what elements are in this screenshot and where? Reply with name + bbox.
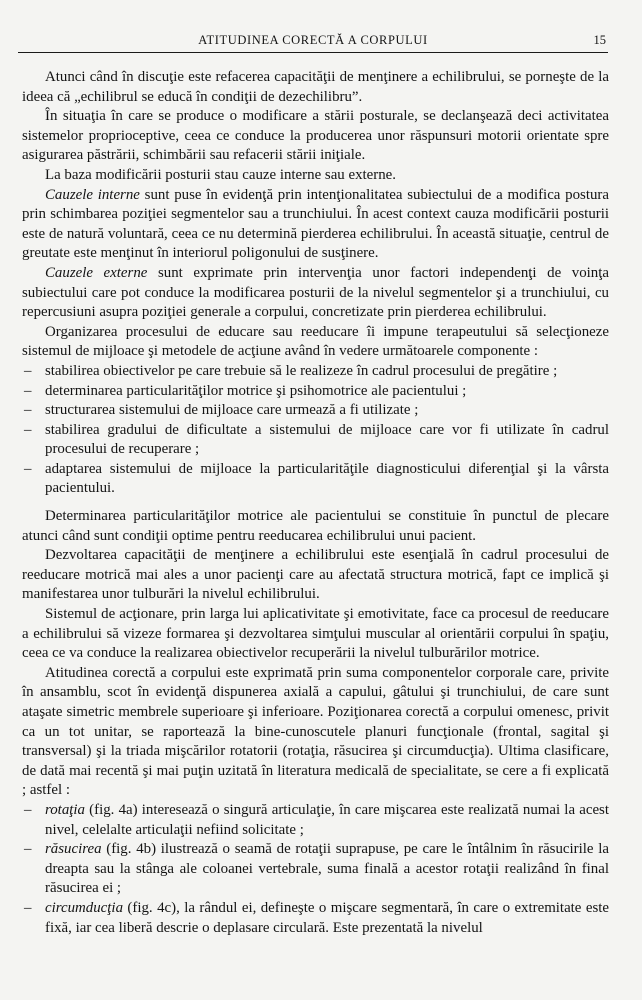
term-cauze-interne: Cauzele interne <box>45 186 140 203</box>
running-title: ATITUDINEA CORECTĂ A CORPULUI <box>198 33 428 47</box>
paragraph-cauze-externe: Cauzele externe sunt exprimate prin intervenţia unor factori independenţi de voinţa subiectului care pot conduce la modificarea posturii de la nivelul segmentelor şi a trunchiului, cu repercusiuni asupra poziţiei generale a corpului, concretizate prin pierderea echilibrului. <box>22 264 609 321</box>
paragraph-cauze-interne: Cauzele interne sunt puse în evidenţă prin intenţionalitatea subiectului de a modifica postura prin schimbarea poziţiei segmentelor sau a trunchiului. În acest context cauza modificării posturii este de natură voluntară, ceea ce nu determină pierderea echilibrului. În această situaţie, centrul de greutate este menţinut în interiorul poligonului de susţinere. <box>22 186 609 262</box>
list-item: – răsucirea (fig. 4b) ilustrează o seamă de rotaţii suprapuse, pe care le întâlnim în răsucirile la dreapta sau la stânga ale coloanei vertebrale, suma finală a acestor rotaţii realizând în final răsucirea ei ; <box>24 841 609 897</box>
paragraph-echilibru: Atunci când în discuţie este refacerea capacităţii de menţinere a echilibrului, se porneşte de la ideea că „echilibrul se educă în condiţii de dezechilibru”. <box>22 69 609 105</box>
term-cauze-externe: Cauzele externe <box>45 264 148 281</box>
list-item: – structurarea sistemului de mijloace care urmează a fi utilizate ; <box>24 402 419 419</box>
paragraph-atitudinea: Atitudinea corectă a corpului este exprimată prin suma componentelor corporale care, privite în ansamblu, scot în evidenţă dispunerea axială a capului, gâtului şi trunchiului, de care sunt ataşate simetric membrele superioare şi inferioare. Poziţionarea corectă a corpului omenesc, privit ca un tot unitar, se raportează la bine-cunoscutele planuri funcţionale (frontal, sagital şi transversal) şi la triada mişcărilor rotatorii (rotaţia, răsucirea şi circumducţia). Ultima clasificare, de dată mai recentă şi mai puţin uzitată în literatura medicală de specialitate, se cere a fi explicată ; astfel : <box>22 664 609 799</box>
list-item: – determinarea particularităţilor motrice şi psihomotrice ale pacientului ; <box>24 382 467 399</box>
list-item: – adaptarea sistemului de mijloace la particularităţile diagnosticului diferenţial şi la vârsta pacientului. <box>24 460 609 497</box>
list-item: – stabilirea gradului de dificultate a sistemului de mijloace care vor fi utilizate în cadrul procesului de recuperare ; <box>24 421 609 458</box>
paragraph-situatie: În situaţia în care se produce o modificare a stării posturale, se declanşează deci activitatea sistemelor proprioceptive, ceea ce conduce la producerea unor răspunsuri motorii orientate spre asigurarea păstrării, schimbării sau refacerii stării iniţiale. <box>22 108 609 164</box>
list-item: – circumducţia (fig. 4c), la rândul ei, defineşte o mişcare segmentară, în care o extremitate este fixă, iar cea liberă descrie o deplasare circulară. Este prezentată la nivelul <box>24 899 609 936</box>
list-item: – stabilirea obiectivelor pe care trebuie să le realizeze în cadrul procesului de pregătire ; <box>24 362 558 379</box>
term-rasucirea: răsucirea <box>45 841 102 858</box>
body-text <box>22 68 609 938</box>
paragraph-dezvoltarea: Dezvoltarea capacităţii de menţinere a echilibrului este esenţială în cadrul procesului de reeducare motrică mai ales a unor pacienţi care au afectată structura motrică, fapt ce implică şi manifestarea unor tulburări la nivelul echilibrului. <box>22 547 609 603</box>
paragraph-organizare: Organizarea procesului de educare sau reeducare îi impune terapeutului să selecţioneze sistemul de mijloace şi metodele de acţiune având în vedere următoarele componente : <box>22 323 609 360</box>
rotation-list <box>22 801 609 938</box>
list-item: – rotaţia (fig. 4a) interesează o singură articulaţie, în care mişcarea este realizată numai la acest nivel, celelalte articulaţii nefiind solicitate ; <box>24 801 609 838</box>
paragraph-cauze: La baza modificării posturii stau cauze interne sau externe. <box>45 166 397 183</box>
components-list <box>22 362 609 499</box>
term-rotatia: rotaţia <box>45 801 85 818</box>
paragraph-sistemul: Sistemul de acţionare, prin larga lui aplicativitate şi emotivitate, face ca procesul de reeducare a echilibrului să vizeze formarea şi dezvoltarea simţului muscular al orientării corpului în spaţiu, ceea ce va conduce la realizarea obiectivelor recuperării la nivelul tulburărilor motrice. <box>22 606 609 662</box>
term-circumductia: circumducţia <box>45 899 124 916</box>
page-header <box>18 32 608 53</box>
page-number: 15 <box>593 33 606 47</box>
paragraph-determinarea: Determinarea particularităţilor motrice ale pacientului se constituie în punctul de plecare atunci când sunt condiţii optime pentru reeducarea echilibrului unui pacient. <box>22 508 609 544</box>
